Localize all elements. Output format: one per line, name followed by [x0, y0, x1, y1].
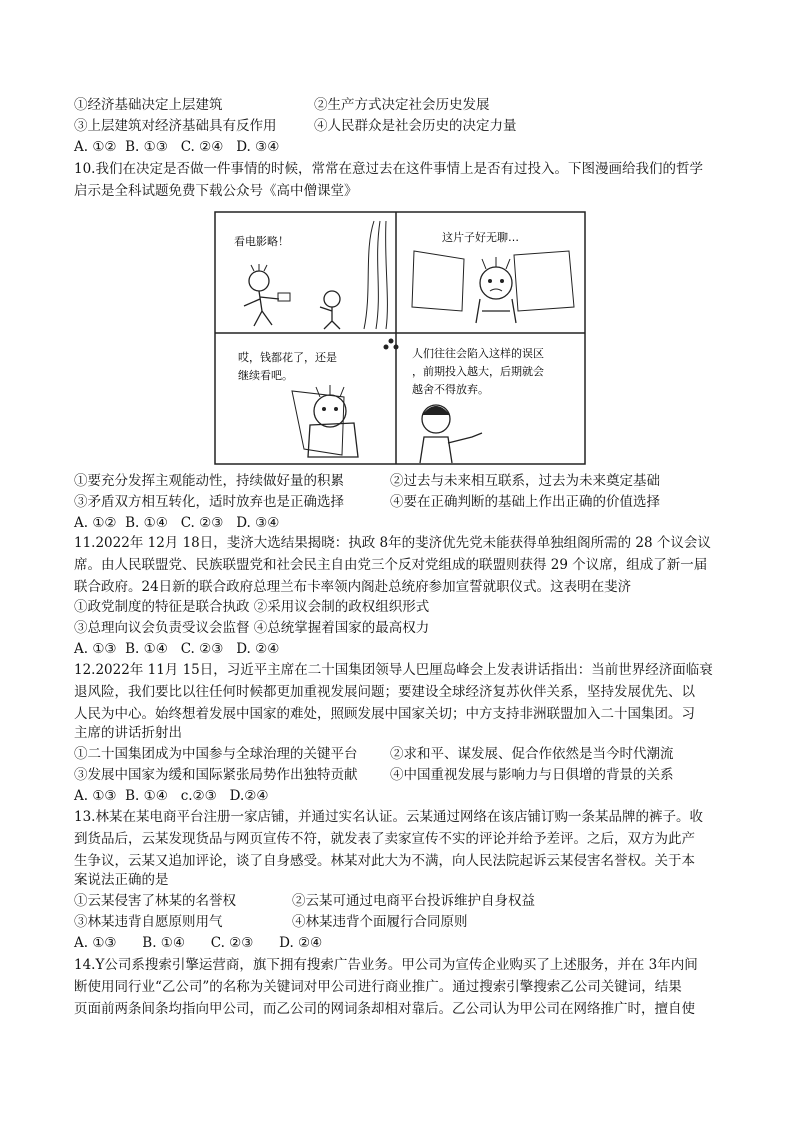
q13-stem-line4: 案说法正确的是: [74, 872, 169, 888]
panel4-caption-line3: 越舍不得放弃。: [412, 383, 489, 396]
q12-option-1: ①二十国集团成为中国参与全球治理的关键平台: [74, 746, 358, 762]
q10-option-3: ③矛盾双方相互转化，适时放弃也是正确选择: [74, 494, 344, 510]
q14-stem-line1: 14.Y公司系搜索引擎运营商，旗下拥有搜索广告业务。甲公司为宣传企业购买了上述服务，并在 3年内间: [74, 957, 698, 973]
q13-stem-line2: 到货品后，云某发现货品与网页宣传不符，就发表了卖家宣传不实的评论并给予差评。之后，双方为此产: [74, 831, 695, 847]
q13-stem-line1: 13.林某在某电商平台注册一家店铺，并通过实名认证。云某通过网络在该店铺订购一条某品牌的裤子。收: [74, 809, 703, 825]
q10-cartoon: [214, 211, 586, 465]
q14-stem-line3: 页面前两条间条均指向甲公司，而乙公司的网词条却相对靠后。乙公司认为甲公司在网络推广时，擅自使: [74, 1001, 695, 1017]
q12-answer-choices: A. ①③ B. ①④ c.②③ D.②④: [74, 788, 269, 804]
q9-option-3: ③上层建筑对经济基础具有反作用: [74, 118, 277, 134]
panel4-caption-line2: ，前期投入越大，后期就会: [412, 365, 544, 378]
q9-option-2: ②生产方式决定社会历史发展: [314, 97, 490, 113]
q12-stem-line3: 人民为中心。始终想着发展中国家的难处，照顾发展中国家关切；中方支持非洲联盟加入二十国集团。习: [74, 706, 695, 722]
q12-option-3: ③发展中国家为缓和国际紧张局势作出独特贡献: [74, 767, 358, 783]
q9-option-1: ①经济基础决定上层建筑: [74, 97, 223, 113]
q11-options-row1: ①政党制度的特征是联合执政 ②采用议会制的政权组织形式: [74, 599, 430, 615]
q10-option-2: ②过去与未来相互联系，过去为未来奠定基础: [390, 473, 660, 489]
q11-options-row2: ③总理向议会负责受议会监督 ④总统掌握着国家的最高权力: [74, 620, 430, 636]
q10-option-1: ①要充分发挥主观能动性，持续做好量的积累: [74, 473, 344, 489]
panel3-caption-line1: 哎，钱都花了，还是: [238, 351, 337, 364]
q12-stem-line4: 主席的讲话折射出: [74, 725, 182, 741]
q12-option-2: ②求和平、谋发展、促合作依然是当今时代潮流: [390, 746, 674, 762]
q9-answer-choices: A. ①② B. ①③ C. ②④ D. ③④: [74, 139, 280, 155]
q10-stem-line2: 启示是全科试题免费下载公众号《高中僧课堂》: [74, 183, 358, 199]
panel4-caption-line1: 人们往往会陷入这样的误区: [412, 347, 544, 360]
panel3-caption-line2: 继续看吧。: [238, 369, 293, 382]
q12-stem-line2: 退风险，我们要比以往任何时候都更加重视发展问题；要建设全球经济复苏伙伴关系，坚持发展优先、以: [74, 684, 695, 700]
q13-option-1: ①云某侵害了林某的名誉权: [74, 893, 236, 909]
panel2-caption: 这片子好无聊…: [442, 231, 519, 244]
q11-stem-line2: 席。由人民联盟党、民族联盟党和社会民主自由党三个反对党组成的联盟则获得 29 个议席，组成了新一届: [74, 557, 708, 573]
q10-stem-line1: 10.我们在决定是否做一件事情的时候，常常在意过去在这件事情上是否有过投入。下图漫画给我们的哲学: [74, 161, 703, 177]
q13-option-4: ④林某违背个面履行合同原则: [292, 914, 468, 930]
q10-answer-choices: A. ①② B. ①④ C. ②③ D. ③④: [74, 515, 280, 531]
q13-option-3: ③林某违背自愿原则用气: [74, 914, 223, 930]
q11-stem-line3: 联合政府。24日新的联合政府总理兰布卡率领内阁赴总统府参加宣誓就职仪式。这表明在斐济: [74, 579, 632, 595]
q11-stem-line1: 11.2022年 12月 18日，斐济大选结果揭晓：执政 8年的斐济优先党未能获得单独组阁所需的 28 个议会议: [74, 535, 711, 551]
q12-option-4: ④中国重视发展与影响力与日俱增的背景的关系: [390, 767, 674, 783]
panel1-caption: 看电影略！: [234, 235, 289, 248]
q13-answer-choices: A. ①③ B. ①④ C. ②③ D. ②④: [74, 935, 323, 951]
q13-stem-line3: 生争议，云某又追加评论，谈了自身感受。林某对此大为不满，向人民法院起诉云某侵害名誉权。关于本: [74, 853, 695, 869]
q13-option-2: ②云某可通过电商平台投诉维护自身权益: [292, 893, 535, 909]
q9-option-4: ④人民群众是社会历史的决定力量: [314, 118, 517, 134]
q11-answer-choices: A. ①③ B. ①④ C. ②③ D. ②④: [74, 641, 280, 657]
q12-stem-line1: 12.2022年 11月 15日，习近平主席在二十国集团领导人巴厘岛峰会上发表讲话指出：当前世界经济面临衰: [74, 662, 713, 678]
q14-stem-line2: 断使用同行业“乙公司”的名称为关键词对甲公司进行商业推广。通过搜索引擎搜索乙公司关键词，结果: [74, 979, 682, 995]
q10-option-4: ④要在正确判断的基础上作出正确的价值选择: [390, 494, 660, 510]
